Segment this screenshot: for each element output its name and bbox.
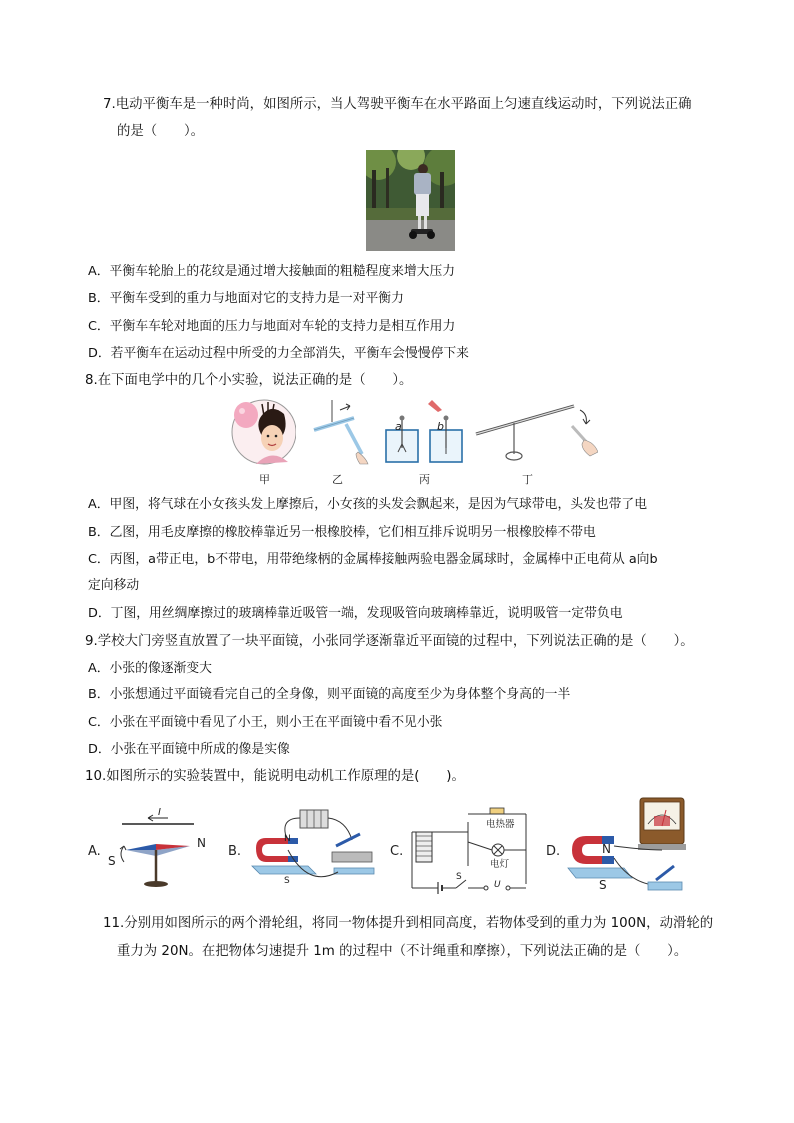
q8-fig-label-yi: 乙	[332, 473, 343, 486]
q8-fig-bing-electroscopes	[384, 400, 464, 466]
q10-b-south-label: S	[284, 876, 290, 886]
q8-fig-jia-girl-balloon	[226, 398, 296, 466]
q10-fig-c-relay-circuit	[408, 806, 528, 894]
q11-stem-line2: 重力为 20N。在把物体匀速提升 1m 的过程中（不计绳重和摩擦），下列说法正确的是（ ）。	[117, 944, 688, 959]
q10-b-north-label: N	[284, 834, 291, 844]
q8-option-c-cont: 定向移动	[88, 578, 140, 593]
q10-fig-d-magnet-meter	[566, 796, 694, 898]
q10-fig-a-compass-wire	[104, 806, 216, 892]
q8-fig-ding-straw-rod	[472, 398, 598, 464]
q7-balance-scooter-photo	[366, 150, 455, 251]
q10-c-lamp-label: 电灯	[490, 859, 510, 870]
q10-c-switch-label: S	[456, 872, 462, 882]
q9-stem: 9.学校大门旁竖直放置了一块平面镜，小张同学逐渐靠近平面镜的过程中，下列说法正确的是（ ）。	[85, 634, 694, 649]
q10-c-heater-label: 电热器	[486, 819, 515, 830]
q7-option-a: A．平衡车轮胎上的花纹是通过增大接触面的粗糙程度来增大压力	[88, 264, 456, 279]
q11-stem-line1: 11.分别用如图所示的两个滑轮组，将同一物体提升到相同高度，若物体受到的重力为 100N，动滑轮的	[103, 916, 714, 931]
q10-d-north-label: N	[602, 842, 611, 856]
q10-d-south-label: S	[599, 878, 607, 892]
q10-a-current-label: I	[158, 807, 161, 818]
q8-stem: 8.在下面电学中的几个小实验，说法正确的是（ ）。	[85, 373, 413, 388]
q7-option-d: D．若平衡车在运动过程中所受的力全部消失，平衡车会慢慢停下来	[88, 346, 469, 361]
q10-choice-a-label: A.	[88, 844, 101, 859]
q8-fig-yi-rods	[310, 398, 374, 466]
q8-fig-label-ding: 丁	[522, 473, 533, 486]
q8-option-c: C．丙图，a带正电，b不带电，用带绝缘柄的金属棒接触两验电器金属球时，金属棒中正电荷从 a向b	[88, 552, 658, 567]
q8-electroscope-label-b: b	[437, 420, 444, 433]
q10-a-north-label: N	[197, 836, 206, 850]
q10-choice-b-label: B.	[228, 844, 242, 859]
q8-fig-label-bing: 丙	[419, 473, 430, 486]
q7-stem-line1: 7.电动平衡车是一种时尚，如图所示，当人驾驶平衡车在水平路面上匀速直线运动时，下列说法正确	[103, 97, 692, 112]
q10-choice-c-label: C.	[390, 844, 404, 859]
q8-option-a: A．甲图，将气球在小女孩头发上摩擦后，小女孩的头发会飘起来，是因为气球带电，头发也带了电	[88, 497, 648, 512]
q9-option-d: D．小张在平面镜中所成的像是实像	[88, 742, 290, 757]
q8-option-d: D．丁图，用丝绸摩擦过的玻璃棒靠近吸管一端，发现吸管向玻璃棒靠近，说明吸管一定带负电	[88, 606, 623, 621]
q9-option-c: C．小张在平面镜中看见了小王，则小王在平面镜中看不见小张	[88, 715, 443, 730]
q9-option-b: B．小张想通过平面镜看完自己的全身像，则平面镜的高度至少为身体整个身高的一半	[88, 687, 571, 702]
q7-option-c: C．平衡车车轮对地面的压力与地面对车轮的支持力是相互作用力	[88, 319, 456, 334]
q8-fig-label-jia: 甲	[259, 473, 270, 486]
q9-option-a: A．小张的像逐渐变大	[88, 661, 212, 676]
q8-option-b: B．乙图，用毛皮摩擦的橡胶棒靠近另一根橡胶棒，它们相互排斥说明另一根橡胶棒不带电	[88, 525, 596, 540]
q10-a-south-label: S	[108, 854, 116, 868]
q10-fig-b-conductor-magnet	[248, 808, 378, 892]
q10-c-voltage-label: U	[494, 880, 501, 890]
q7-option-b: B．平衡车受到的重力与地面对它的支持力是一对平衡力	[88, 291, 404, 306]
q7-stem-line2: 的是（ ）。	[117, 124, 205, 139]
q10-choice-d-label: D.	[546, 844, 561, 859]
q10-stem: 10.如图所示的实验装置中，能说明电动机工作原理的是( )。	[85, 769, 465, 784]
q8-electroscope-label-a: a	[395, 420, 402, 433]
